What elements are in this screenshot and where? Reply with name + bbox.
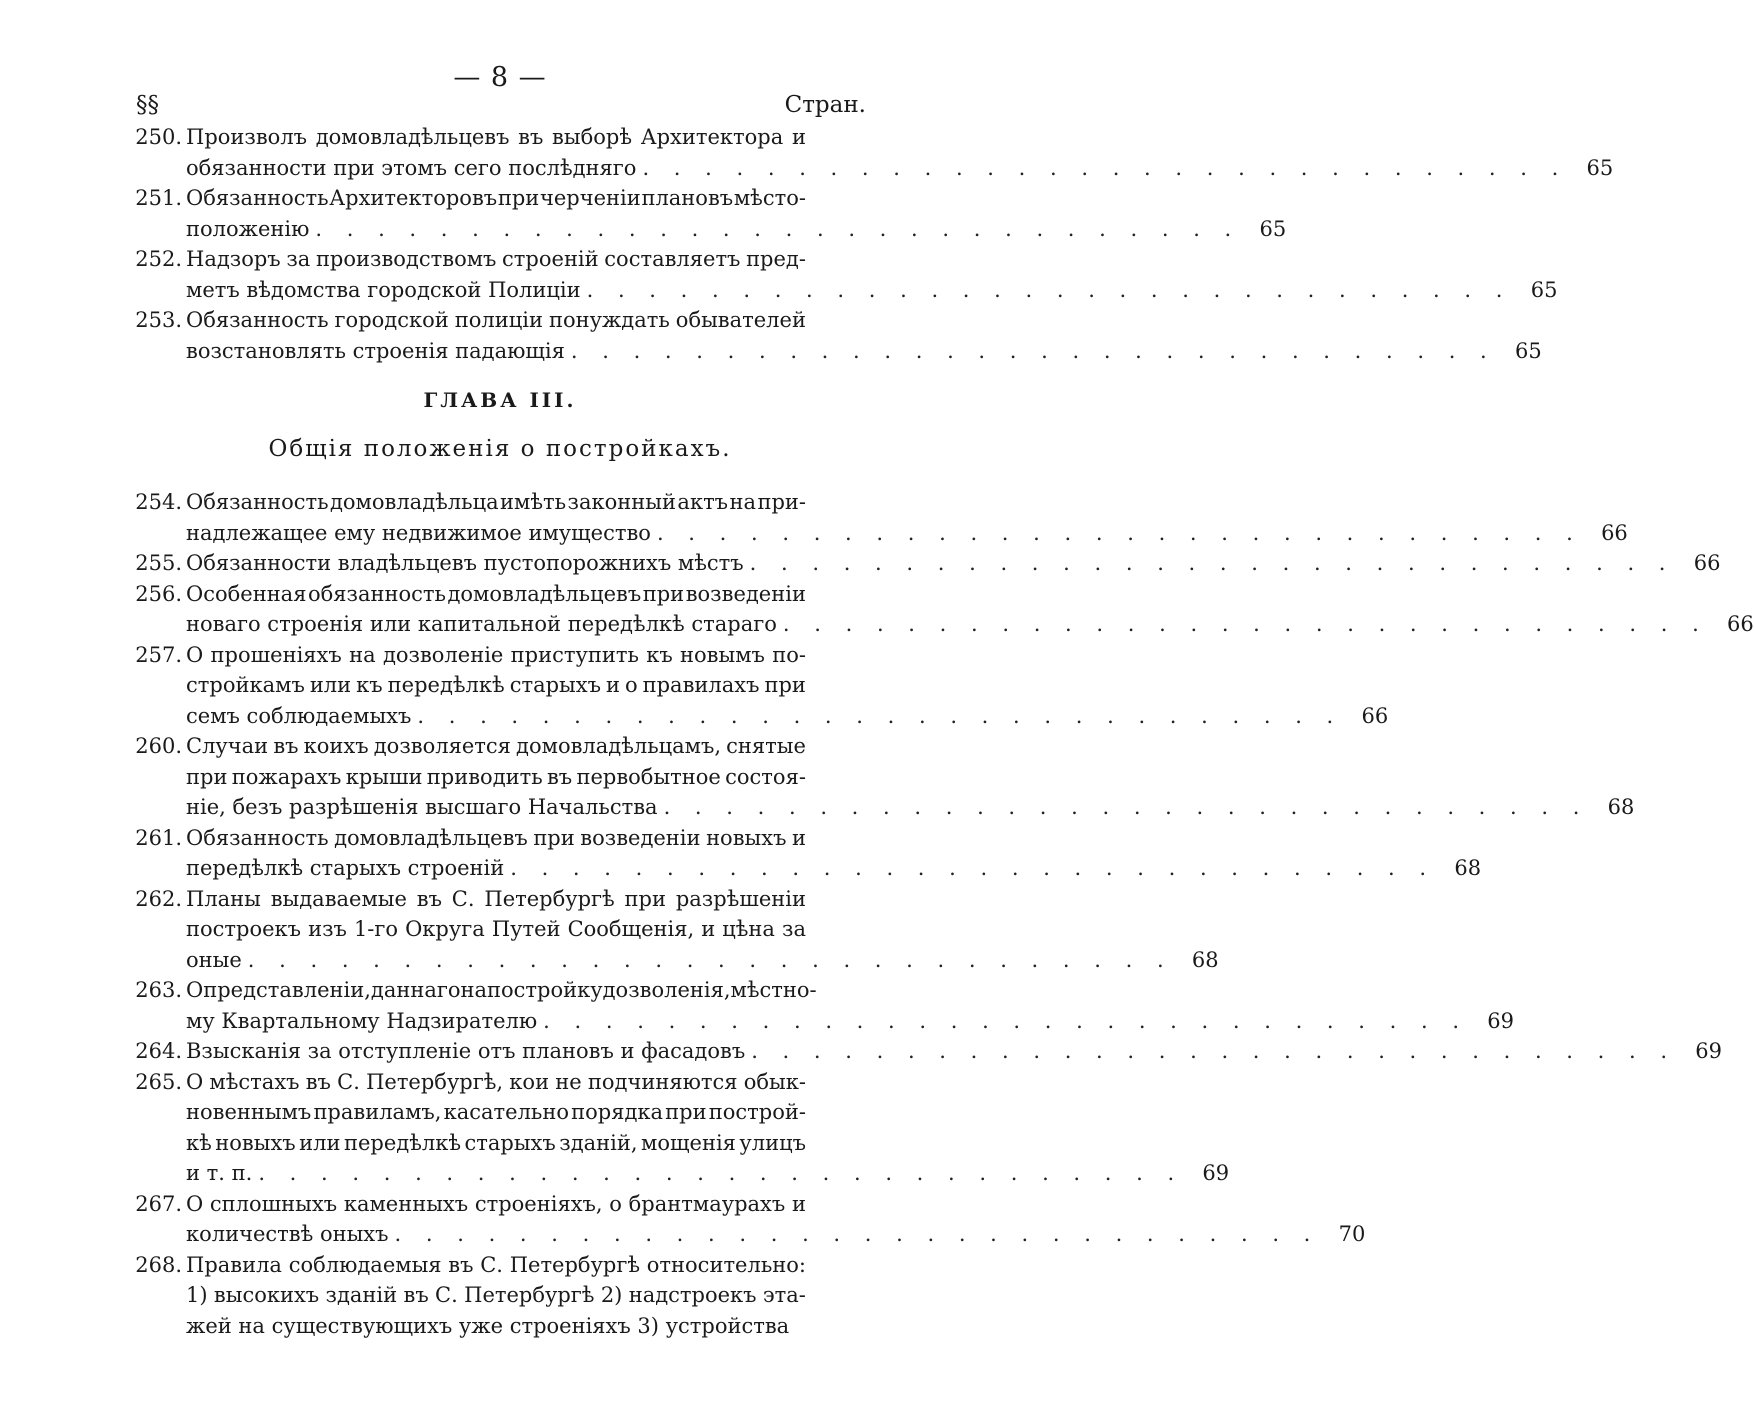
section-number: 268. (135, 1252, 182, 1277)
section-column-label: §§ (136, 92, 159, 118)
word: С. (337, 1069, 360, 1094)
section-number: 265. (135, 1069, 182, 1094)
toc-entry (128, 305, 1542, 366)
word: плановъ (641, 186, 734, 210)
leader-dots: . . . . . . . . . . . . . . . . . . . . . . . . . . . . . . (749, 551, 1675, 575)
word: Случаи (186, 734, 269, 758)
word: состоя- (725, 764, 806, 789)
entry-text: и т. п. (186, 1161, 253, 1185)
word: касательно (443, 1100, 569, 1124)
section-number: 251. (135, 186, 182, 210)
word: Обязанность (186, 490, 329, 514)
word: порядка (571, 1100, 664, 1124)
word: приводить (426, 764, 543, 789)
word: въ (305, 1069, 331, 1094)
word: выборѣ (552, 125, 632, 149)
word: въ (273, 734, 299, 758)
section-number: 261. (135, 825, 182, 850)
word: новыхъ (215, 1130, 296, 1155)
word: и (791, 125, 806, 149)
leader-dots: . . . . . . . . . . . . . . . . . . . . . . . . . . . . . . (315, 216, 1241, 241)
word: Правила (186, 1252, 282, 1277)
word: кои (509, 1069, 550, 1094)
toc-entry (128, 823, 1482, 884)
word: понуждать (548, 308, 670, 332)
entry-text-line (186, 1189, 806, 1220)
toc-entry (128, 731, 1635, 823)
word: приступить (510, 642, 639, 667)
entry-text-line (186, 731, 806, 762)
entry-text-line (186, 548, 1721, 579)
entry-text (186, 914, 806, 945)
word: имѣть (500, 490, 567, 514)
word: на (349, 642, 376, 667)
entry-text-line (186, 1158, 1230, 1189)
entry-text-line (186, 487, 806, 518)
page-reference: 66 (1361, 703, 1389, 728)
entry-text: ніе, безъ разрѣшенія высшаго Начальства (186, 795, 658, 819)
section-number: 256. (135, 581, 182, 606)
entry-text-line (186, 1280, 806, 1311)
word: снятые (726, 734, 806, 758)
word: 2) (600, 1283, 623, 1307)
entry-text-line (186, 1311, 806, 1342)
word: на (729, 490, 757, 514)
word: производствомъ (315, 247, 497, 271)
toc-entry (128, 122, 1614, 183)
leader-dots: . . . . . . . . . . . . . . . . . . . . . . . . . . . . . . (247, 947, 1173, 972)
toc-entry (128, 640, 1389, 732)
word: и (701, 917, 716, 941)
toc-entries-bottom (128, 487, 1754, 1341)
word: Обязанность (186, 308, 329, 332)
page-reference: 69 (1695, 1039, 1723, 1063)
word: домовладѣльцевъ (334, 825, 528, 850)
toc-entry (128, 1250, 868, 1342)
entry-text-line (186, 640, 806, 671)
section-number: 253. (135, 308, 182, 332)
entry-text (186, 487, 806, 518)
page-reference: 70 (1338, 1222, 1366, 1246)
section-number: 254. (135, 490, 182, 514)
entry-text: семъ соблюдаемыхъ (186, 703, 412, 728)
word: и (605, 673, 620, 697)
word: О (186, 1191, 204, 1216)
entry-text: передѣлкѣ старыхъ строеній (186, 856, 505, 880)
word: черченіи (539, 186, 641, 210)
word: обык- (743, 1069, 806, 1094)
word: Обязанность (186, 825, 329, 850)
entry-text-line (186, 336, 1542, 367)
word: дозволяется (373, 734, 511, 758)
word: первобытное (576, 764, 721, 789)
section-number: 263. (135, 978, 182, 1002)
entry-text (186, 731, 806, 762)
word: Особенная (186, 581, 307, 606)
word: домовладѣльцамъ, (516, 734, 722, 758)
word: и (791, 1191, 806, 1216)
word: Петербургѣ (464, 1283, 595, 1307)
word: мѣстахъ (209, 1069, 300, 1094)
page-number: — 8 — (453, 62, 547, 93)
word: при (642, 581, 685, 606)
entry-text (186, 1280, 806, 1311)
entry-text-line (186, 914, 806, 945)
word: при (497, 186, 540, 210)
entry-text (186, 122, 806, 153)
word: 1-го (353, 917, 399, 941)
entry-text-line (186, 975, 817, 1006)
entry-text-line (186, 1219, 1366, 1250)
word: Петербургѣ (484, 886, 615, 911)
word: при (764, 673, 806, 697)
word: Сообщенія, (567, 917, 695, 941)
entry-text: Взысканія за отступленіе отъ плановъ и фасадовъ (186, 1039, 746, 1063)
word: о (624, 673, 638, 697)
entry-text (186, 1189, 806, 1220)
word: постройку (487, 978, 603, 1002)
section-number: 260. (135, 734, 182, 758)
section-number: 264. (135, 1039, 182, 1063)
entry-text (186, 244, 806, 275)
entry-text: жей на существующихъ уже строеніяхъ 3) устройства (186, 1313, 790, 1338)
entry-text (186, 1250, 806, 1281)
leader-dots: . . . . . . . . . . . . . . . . . . . . . . . . . . . . . . (782, 612, 1708, 636)
word: не (555, 1069, 582, 1094)
word: мѣсто- (733, 186, 806, 210)
page-column-label: Стран. (784, 92, 866, 118)
word: пожарахъ (231, 764, 342, 789)
section-number: 267. (135, 1191, 182, 1216)
entry-text (186, 884, 806, 915)
entry-text: оные (186, 947, 242, 972)
word: Петербургѣ, (366, 1069, 504, 1094)
word: построй- (708, 1100, 806, 1124)
leader-dots: . . . . . . . . . . . . . . . . . . . . . . . . . . . . . . (510, 856, 1436, 880)
word: зданій, (559, 1130, 638, 1155)
word: пред- (746, 247, 806, 271)
word: выдаваемые (270, 886, 407, 911)
word: Петербургѣ (509, 1252, 641, 1277)
entry-text (186, 640, 806, 671)
word: при (533, 825, 575, 850)
word: О (186, 1069, 204, 1094)
word: О (186, 642, 204, 667)
word: каменныхъ (343, 1191, 469, 1216)
word: сплошныхъ (209, 1191, 338, 1216)
column-header (136, 92, 866, 124)
word: О (186, 978, 204, 1002)
entry-text-line (186, 1097, 806, 1128)
entry-text (186, 762, 806, 793)
section-number: 262. (135, 886, 182, 911)
word: стройкамъ (186, 673, 305, 697)
leader-dots: . . . . . . . . . . . . . . . . . . . . . . . . . . . . . . (258, 1161, 1184, 1185)
entry-text-line (186, 275, 1558, 306)
entry-text (186, 1067, 806, 1098)
word: полиціи (454, 308, 543, 332)
word: по- (772, 642, 806, 667)
word: передѣлкѣ (387, 673, 505, 697)
word: за (782, 917, 806, 941)
section-number: 252. (135, 247, 182, 271)
word: улицъ (739, 1130, 806, 1155)
word: Надзоръ (186, 247, 281, 271)
entry-text: возстановлять строенія падающія (186, 338, 565, 363)
word: строеніяхъ, (474, 1191, 603, 1216)
word: Путей (491, 917, 561, 941)
word: за (286, 247, 311, 271)
entry-text-line (186, 609, 1754, 640)
word: составляетъ (604, 247, 741, 271)
toc-entry (128, 183, 1287, 244)
word: обывателей (675, 308, 806, 332)
word: въ (518, 125, 544, 149)
section-number: 255. (135, 551, 182, 575)
entry-text-line (186, 1006, 1515, 1037)
word: мощенія (641, 1130, 736, 1155)
word: въ (403, 1283, 429, 1307)
word: обязанность (307, 581, 446, 606)
entry-text (186, 670, 806, 701)
word: С. (480, 1252, 503, 1277)
page-reference: 65 (1586, 155, 1614, 180)
entry-text-line (186, 1036, 1723, 1067)
word: старыхъ (464, 1130, 556, 1155)
word: возведеніи (580, 825, 701, 850)
word: или (309, 673, 352, 697)
word: мѣстно- (730, 978, 817, 1002)
word: актъ (677, 490, 729, 514)
word: надстроекъ (628, 1283, 757, 1307)
toc-entry (128, 975, 1515, 1036)
toc-entry (128, 487, 1628, 548)
entry-text (186, 1097, 806, 1128)
leader-dots: . . . . . . . . . . . . . . . . . . . . . . . . . . . . . . (417, 703, 1343, 728)
word: дозволенія, (602, 978, 731, 1002)
word: о (609, 1191, 622, 1216)
entry-text (186, 1128, 806, 1159)
word: цѣна (722, 917, 775, 941)
entry-text-line (186, 153, 1614, 184)
toc-entry (128, 548, 1721, 579)
entry-text-line (186, 579, 806, 610)
entry-text (186, 975, 817, 1006)
word: Планы (186, 886, 261, 911)
entry-text-line (186, 792, 1635, 823)
page-reference: 65 (1530, 277, 1558, 302)
word: С. (435, 1283, 458, 1307)
toc-entries-top (128, 122, 1614, 366)
word: соблюдаемыя (288, 1252, 442, 1277)
page-reference: 69 (1202, 1161, 1230, 1185)
toc-entry (128, 884, 1219, 976)
page-reference: 66 (1693, 551, 1721, 575)
word: Архитекторовъ (329, 186, 498, 210)
word: Обязанность (186, 186, 329, 210)
entry-text-line (186, 1128, 806, 1159)
entry-text (186, 305, 806, 336)
word: представленіи, (203, 978, 371, 1002)
word: и (791, 825, 806, 850)
word: коихъ (303, 734, 369, 758)
word: Округа (405, 917, 485, 941)
page-reference: 65 (1514, 338, 1542, 363)
entry-text (186, 183, 806, 214)
word: относительно: (646, 1252, 806, 1277)
word: Произволъ (186, 125, 308, 149)
word: къ (646, 642, 673, 667)
word: домовладѣльца (329, 490, 499, 514)
page-reference: 68 (1454, 856, 1482, 880)
word: прошеніяхъ (210, 642, 342, 667)
word: новыхъ (706, 825, 787, 850)
entry-text: положенію (186, 216, 310, 241)
leader-dots: . . . . . . . . . . . . . . . . . . . . . . . . . . . . . . (570, 338, 1496, 363)
word: кѣ (186, 1130, 212, 1155)
entry-text-line (186, 183, 806, 214)
word: даннаго (370, 978, 461, 1002)
entry-text-line (186, 305, 806, 336)
word: новеннымъ (186, 1100, 312, 1124)
page-reference: 65 (1259, 216, 1287, 241)
entry-text-line (186, 122, 806, 153)
page-reference: 69 (1487, 1008, 1515, 1033)
word: новымъ (680, 642, 765, 667)
word: разрѣшеніи (675, 886, 806, 911)
chapter-label: ГЛАВА III. (423, 388, 577, 412)
entry-text: количествѣ оныхъ (186, 1222, 389, 1246)
entry-text: метъ вѣдомства городской Полиціи (186, 277, 581, 302)
word: изъ (308, 917, 347, 941)
entry-text-line (186, 244, 806, 275)
entry-text-line (186, 884, 806, 915)
leader-dots: . . . . . . . . . . . . . . . . . . . . . . . . . . . . . . (656, 520, 1582, 545)
entry-text-line (186, 1067, 806, 1098)
word: высокихъ (213, 1283, 320, 1307)
word: эта- (762, 1283, 806, 1307)
toc-entry (128, 1036, 1723, 1067)
word: на (460, 978, 488, 1002)
leader-dots: . . . . . . . . . . . . . . . . . . . . . . . . . . . . . . (586, 277, 1512, 302)
word: при- (757, 490, 806, 514)
toc-entry (128, 1189, 1366, 1250)
word: подчиняются (587, 1069, 738, 1094)
word: Архитектора (640, 125, 784, 149)
word: домовладѣльцевъ (447, 581, 642, 606)
entry-text-line (186, 945, 1219, 976)
word: передѣлкѣ (343, 1130, 462, 1155)
entry-text-line (186, 518, 1628, 549)
entry-text (186, 579, 806, 610)
entry-text: Обязанности владѣльцевъ пустопорожнихъ мѣстъ (186, 551, 744, 575)
word: построекъ (186, 917, 302, 941)
word: при (624, 886, 666, 911)
entry-text: обязанности при этомъ сего послѣдняго (186, 155, 637, 180)
entry-text-line (186, 853, 1482, 884)
entry-text-line (186, 1250, 806, 1281)
word: строеній (502, 247, 599, 271)
word: старыхъ (509, 673, 601, 697)
leader-dots: . . . . . . . . . . . . . . . . . . . . . . . . . . . . . . (543, 1008, 1469, 1033)
word: при (186, 764, 228, 789)
entry-text: надлежащее ему недвижимое имущество (186, 520, 651, 545)
word: въ (546, 764, 573, 789)
toc-entry (128, 244, 1558, 305)
entry-text-line (186, 701, 1389, 732)
word: 1) (186, 1283, 208, 1307)
word: дозволеніе (382, 642, 504, 667)
entry-text (186, 823, 806, 854)
word: возведеніи (685, 581, 806, 606)
entry-text-line (186, 214, 1287, 245)
leader-dots: . . . . . . . . . . . . . . . . . . . . . . . . . . . . . . (663, 795, 1589, 819)
word: въ (448, 1252, 474, 1277)
word: С. (451, 886, 475, 911)
word: домовладѣльцевъ (315, 125, 510, 149)
word: крыши (345, 764, 423, 789)
word: въ (416, 886, 442, 911)
entry-text-line (186, 823, 806, 854)
section-number: 257. (135, 642, 182, 667)
leader-dots: . . . . . . . . . . . . . . . . . . . . . . . . . . . . . . (751, 1039, 1677, 1063)
page-reference: 68 (1191, 947, 1219, 972)
page-reference: 68 (1607, 795, 1635, 819)
word: или (299, 1130, 341, 1155)
word: при (665, 1100, 707, 1124)
word: правиламъ, (313, 1100, 442, 1124)
leader-dots: . . . . . . . . . . . . . . . . . . . . . . . . . . . . . . (394, 1222, 1320, 1246)
word: зданій (325, 1283, 398, 1307)
chapter-title: Общія положенія о постройкахъ. (268, 436, 732, 462)
word: къ (356, 673, 383, 697)
word: брантмаурахъ (628, 1191, 786, 1216)
word: законный (567, 490, 676, 514)
leader-dots: . . . . . . . . . . . . . . . . . . . . . . . . . . . . . . (642, 155, 1568, 180)
word: городской (334, 308, 449, 332)
entry-text: му Квартальному Надзирателю (186, 1008, 538, 1033)
entry-text-line (186, 670, 806, 701)
toc-entry (128, 1067, 1230, 1189)
word: правилахъ (642, 673, 760, 697)
entry-text: новаго строенія или капитальной передѣлкѣ стараго (186, 612, 777, 636)
section-number: 250. (135, 125, 182, 149)
page-reference: 66 (1601, 520, 1628, 545)
entry-text-line (186, 762, 806, 793)
toc-entry (128, 579, 1754, 640)
page-reference: 66 (1727, 612, 1754, 636)
